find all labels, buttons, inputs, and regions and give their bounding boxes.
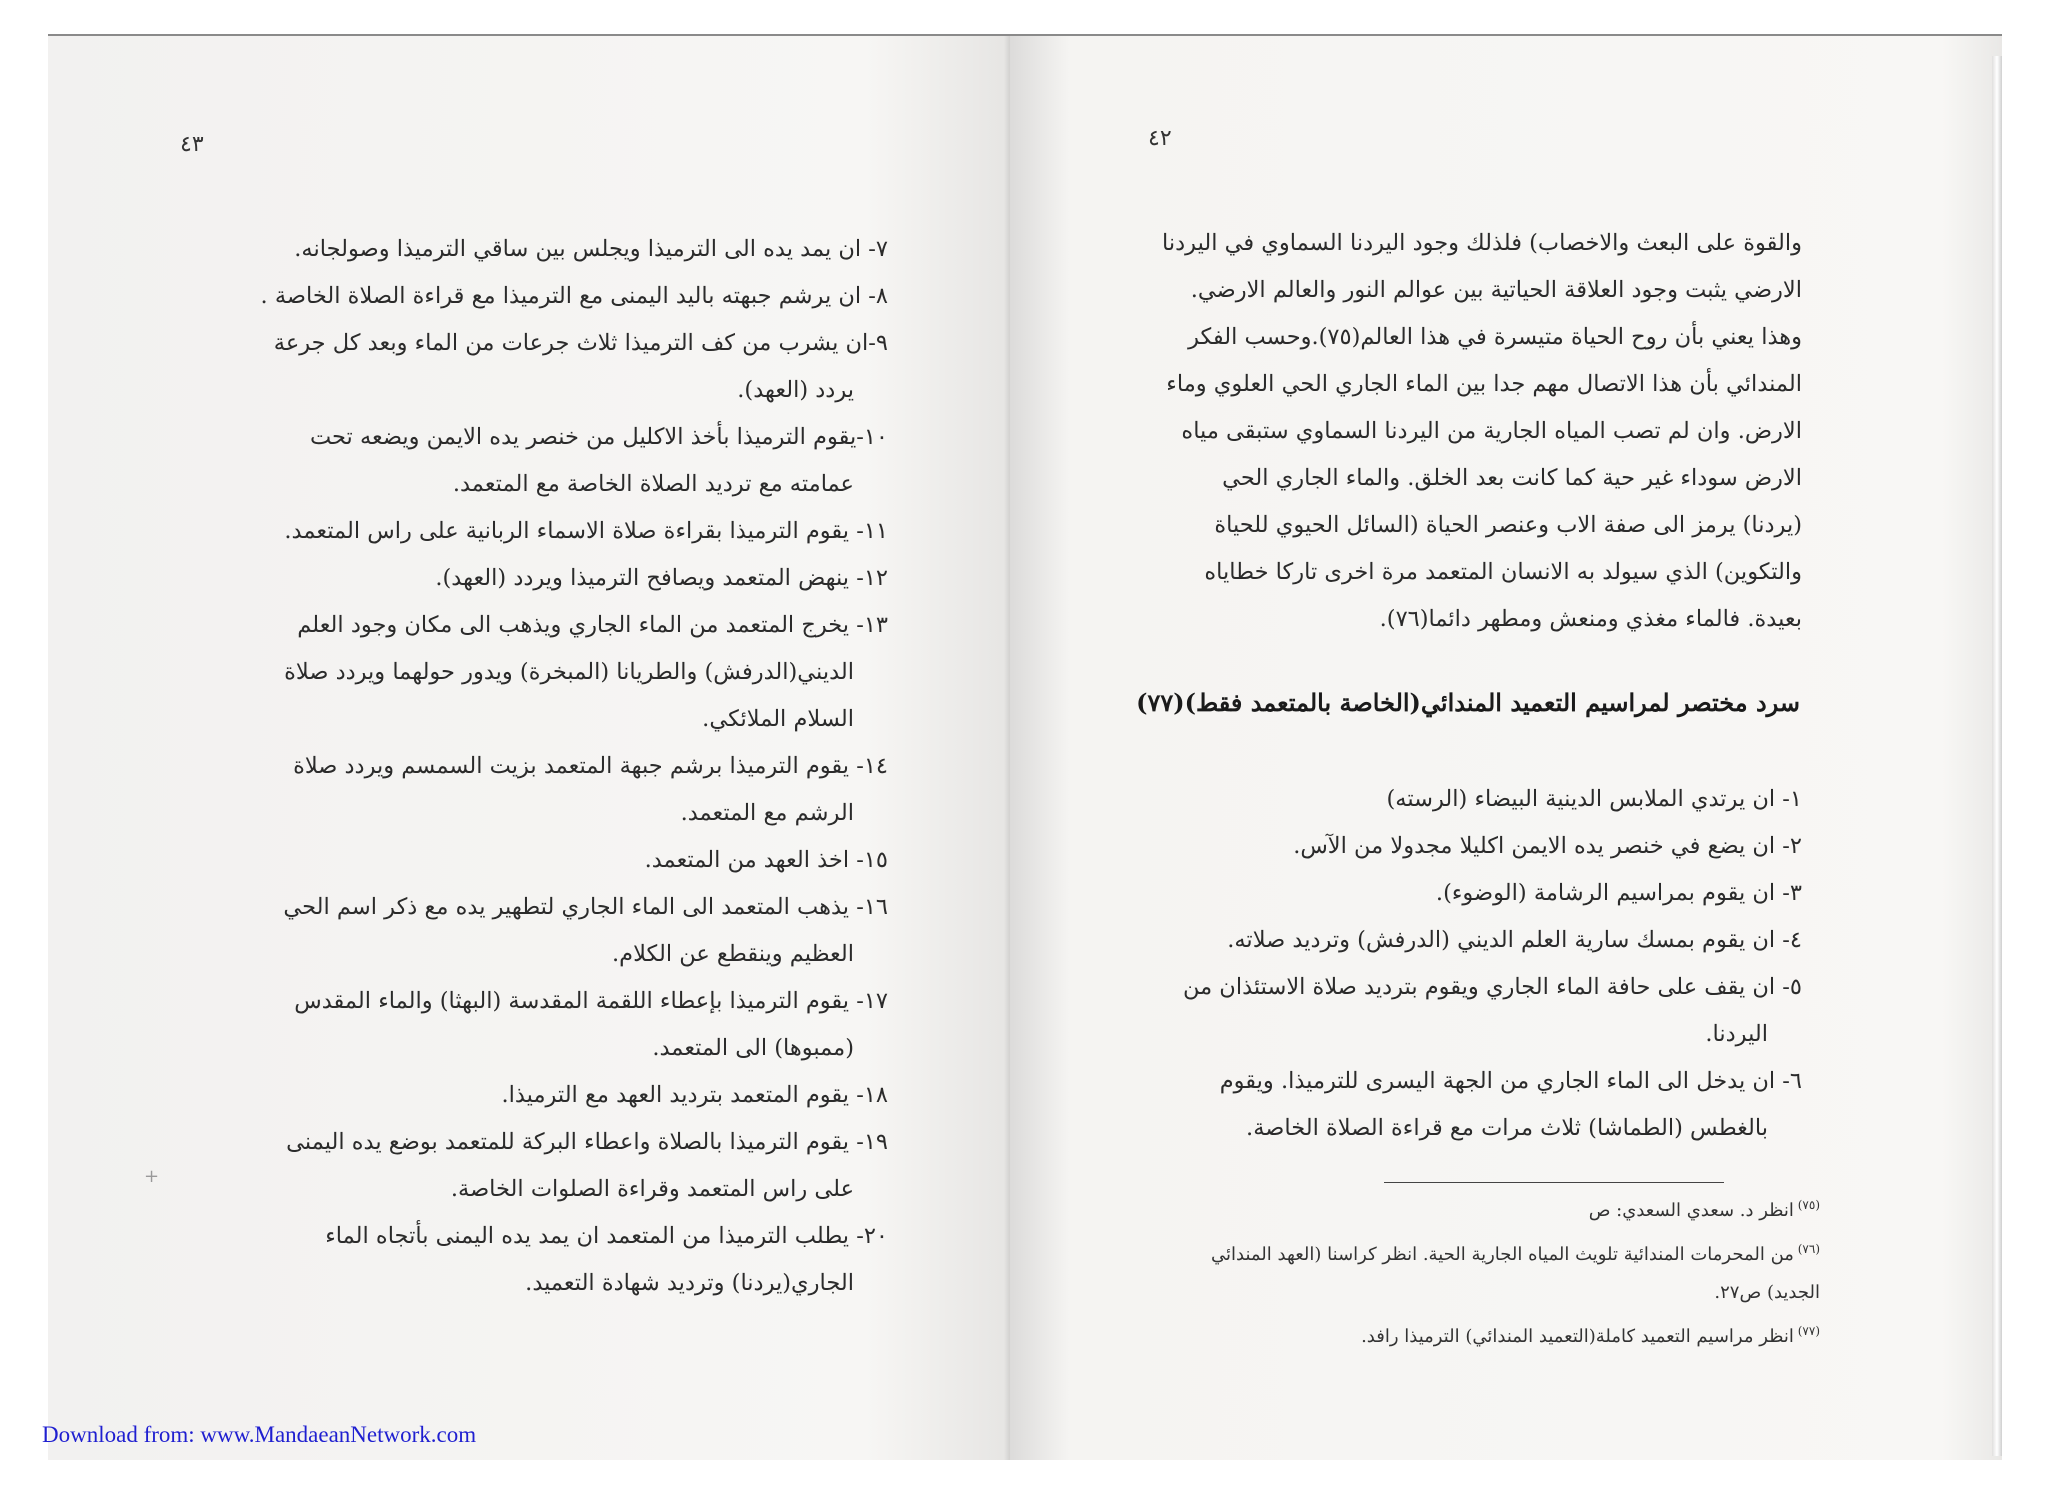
footnote-rule xyxy=(1384,1182,1724,1183)
left-item-line: ١٩- يقوم الترميذا بالصلاة واعطاء البركة للمتعمد بوضع يده اليمنى xyxy=(286,1129,888,1155)
page-number-left: ٤٣ xyxy=(180,132,204,157)
right-item-line: اليردنا. xyxy=(1705,1021,1768,1047)
left-item-line: ١٧- يقوم الترميذا بإعطاء اللقمة المقدسة (البهثا) والماء المقدس xyxy=(294,988,888,1014)
footnotes xyxy=(1142,1186,1820,1356)
left-list-item xyxy=(188,602,888,743)
left-list-item xyxy=(188,555,888,602)
left-list-item xyxy=(188,743,888,837)
footnote-number: (٧٦) xyxy=(1793,1242,1820,1256)
footnote xyxy=(1142,1230,1820,1312)
paragraph-line: بعيدة. فالماء مغذي ومنعش ومطهر دائما(٧٦). xyxy=(1379,606,1802,632)
left-item-line: العظيم وينقطع عن الكلام. xyxy=(612,941,854,967)
page-edge xyxy=(1992,56,2002,1456)
download-link[interactable]: Download from: www.MandaeanNetwork.com xyxy=(42,1422,477,1447)
right-list-item xyxy=(1142,917,1802,964)
left-item-line: ٩-ان يشرب من كف الترميذا ثلاث جرعات من الماء وبعد كل جرعة xyxy=(273,330,888,356)
paragraph-line: المندائي بأن هذا الاتصال مهم جدا بين الماء الجاري الحي العلوي وماء xyxy=(1166,371,1802,397)
right-item-line: ٤- ان يقوم بمسك سارية العلم الديني (الدرفش) وترديد صلاته. xyxy=(1227,927,1802,953)
left-list-item xyxy=(188,837,888,884)
footnote-number: (٧٧) xyxy=(1793,1324,1820,1338)
footnote-line: $^{(٧٥)}$ انظر د. سعدي السعدي: ص xyxy=(1588,1198,1820,1221)
left-item-line: ٢٠- يطلب الترميذا من المتعمد ان يمد يده اليمنى بأتجاه الماء xyxy=(325,1223,888,1249)
left-item-line: يردد (العهد). xyxy=(737,377,854,403)
left-page xyxy=(48,36,1010,1460)
left-list-item xyxy=(188,1072,888,1119)
right-item-line: ٣- ان يقوم بمراسيم الرشامة (الوضوء). xyxy=(1435,880,1802,906)
left-item-line: على راس المتعمد وقراءة الصلوات الخاصة. xyxy=(450,1176,854,1202)
right-paragraph xyxy=(1142,220,1802,643)
paragraph-line: (يردنا) يرمز الى صفة الاب وعنصر الحياة (السائل الحيوي للحياة xyxy=(1214,512,1802,538)
right-item-line: بالغطس (الطماشا) ثلاث مرات مع قراءة الصلاة الخاصة. xyxy=(1246,1115,1768,1141)
footnote-line: $^{(٧٧)}$ انظر مراسيم التعميد كاملة(التعميد المندائي) الترميذا رافد. xyxy=(1361,1324,1820,1347)
left-list-item xyxy=(188,1213,888,1307)
left-ritual-list xyxy=(188,226,888,1307)
left-item-line: ١٦- يذهب المتعمد الى الماء الجاري لتطهير يده مع ذكر اسم الحي xyxy=(283,894,888,920)
left-item-line: ١٤- يقوم الترميذا برشم جبهة المتعمد بزيت السمسم ويردد صلاة xyxy=(293,753,888,779)
footnote-line: الجديد) ص٢٧. xyxy=(1714,1282,1820,1303)
right-list-item xyxy=(1142,776,1802,823)
left-item-line: ١٥- اخذ العهد من المتعمد. xyxy=(644,847,888,873)
left-item-line: (ممبوها) الى المتعمد. xyxy=(652,1035,854,1061)
paragraph-line: الارض. وان لم تصب المياه الجارية من اليردنا السماوي ستبقى مياه xyxy=(1181,418,1802,444)
right-list-item xyxy=(1142,823,1802,870)
book-spread xyxy=(48,34,2002,1460)
right-item-line: ١- ان يرتدي الملابس الدينية البيضاء (الرسته) xyxy=(1386,786,1802,812)
paragraph-line: الارض سوداء غير حية كما كانت بعد الخلق. والماء الجاري الحي xyxy=(1222,465,1802,491)
left-item-line: عمامته مع ترديد الصلاة الخاصة مع المتعمد. xyxy=(452,471,854,497)
left-item-line: ٧- ان يمد يده الى الترميذا ويجلس بين ساقي الترميذا وصولجانه. xyxy=(294,236,888,262)
footnote-line: $^{(٧٦)}$ من المحرمات المندائية تلويث المياه الجارية الحية. انظر كراسنا (العهد المندائي xyxy=(1211,1242,1820,1265)
left-list-item xyxy=(188,508,888,555)
section-heading: سرد مختصر لمراسيم التعميد المندائي(الخاصة بالمتعمد فقط)(٧٧) xyxy=(1136,688,1800,717)
left-list-item xyxy=(188,1119,888,1213)
footnote xyxy=(1142,1312,1820,1356)
footnote-number: (٧٥) xyxy=(1793,1198,1820,1212)
left-item-line: ٨- ان يرشم جبهته باليد اليمنى مع الترميذا مع قراءة الصلاة الخاصة . xyxy=(260,283,888,309)
paragraph-line: والقوة على البعث والاخصاب) فلذلك وجود اليردنا السماوي في اليردنا xyxy=(1162,230,1802,256)
right-page xyxy=(1010,36,2002,1460)
left-list-item xyxy=(188,320,888,414)
right-list-item xyxy=(1142,870,1802,917)
paragraph-line: وهذا يعني بأن روح الحياة متيسرة في هذا العالم(٧٥).وحسب الفكر xyxy=(1188,324,1802,350)
left-item-line: الديني(الدرفش) والطريانا (المبخرة) ويدور حولهما ويردد صلاة xyxy=(284,659,854,685)
left-item-line: ١٨- يقوم المتعمد بترديد العهد مع الترميذا. xyxy=(501,1082,888,1108)
left-item-line: ١٣- يخرج المتعمد من الماء الجاري ويذهب الى مكان وجود العلم xyxy=(297,612,888,638)
right-list-item xyxy=(1142,964,1802,1058)
left-item-line: السلام الملائكي. xyxy=(702,706,854,732)
paragraph-line: والتكوين) الذي سيولد به الانسان المتعمد مرة اخرى تاركا خطاياه xyxy=(1204,559,1802,585)
left-list-item xyxy=(188,414,888,508)
right-item-line: ٢- ان يضع في خنصر يده الايمن اكليلا مجدولا من الآس. xyxy=(1293,833,1802,859)
left-item-line: الرشم مع المتعمد. xyxy=(680,800,854,826)
right-item-line: ٥- ان يقف على حافة الماء الجاري ويقوم بترديد صلاة الاستئذان من xyxy=(1182,974,1802,1000)
left-item-line: ١٠-يقوم الترميذا بأخذ الاكليل من خنصر يده الايمن ويضعه تحت xyxy=(309,424,888,450)
right-ritual-list xyxy=(1142,776,1802,1152)
left-list-item xyxy=(188,884,888,978)
paragraph-line: الارضي يثبت وجود العلاقة الحياتية بين عوالم النور والعالم الارضي. xyxy=(1190,277,1802,303)
left-list-item xyxy=(188,273,888,320)
page-number-right: ٤٢ xyxy=(1148,126,1172,151)
right-list-item xyxy=(1142,1058,1802,1152)
left-item-line: الجاري(يردنا) وترديد شهادة التعميد. xyxy=(525,1270,854,1296)
left-list-item xyxy=(188,978,888,1072)
left-item-line: ١١- يقوم الترميذا بقراءة صلاة الاسماء الربانية على راس المتعمد. xyxy=(284,518,888,544)
page-mark: + xyxy=(144,1166,160,1187)
footnote xyxy=(1142,1186,1820,1230)
left-item-line: ١٢- ينهض المتعمد ويصافح الترميذا ويردد (العهد). xyxy=(435,565,888,591)
right-item-line: ٦- ان يدخل الى الماء الجاري من الجهة اليسرى للترميذا. ويقوم xyxy=(1219,1068,1802,1094)
left-list-item xyxy=(188,226,888,273)
